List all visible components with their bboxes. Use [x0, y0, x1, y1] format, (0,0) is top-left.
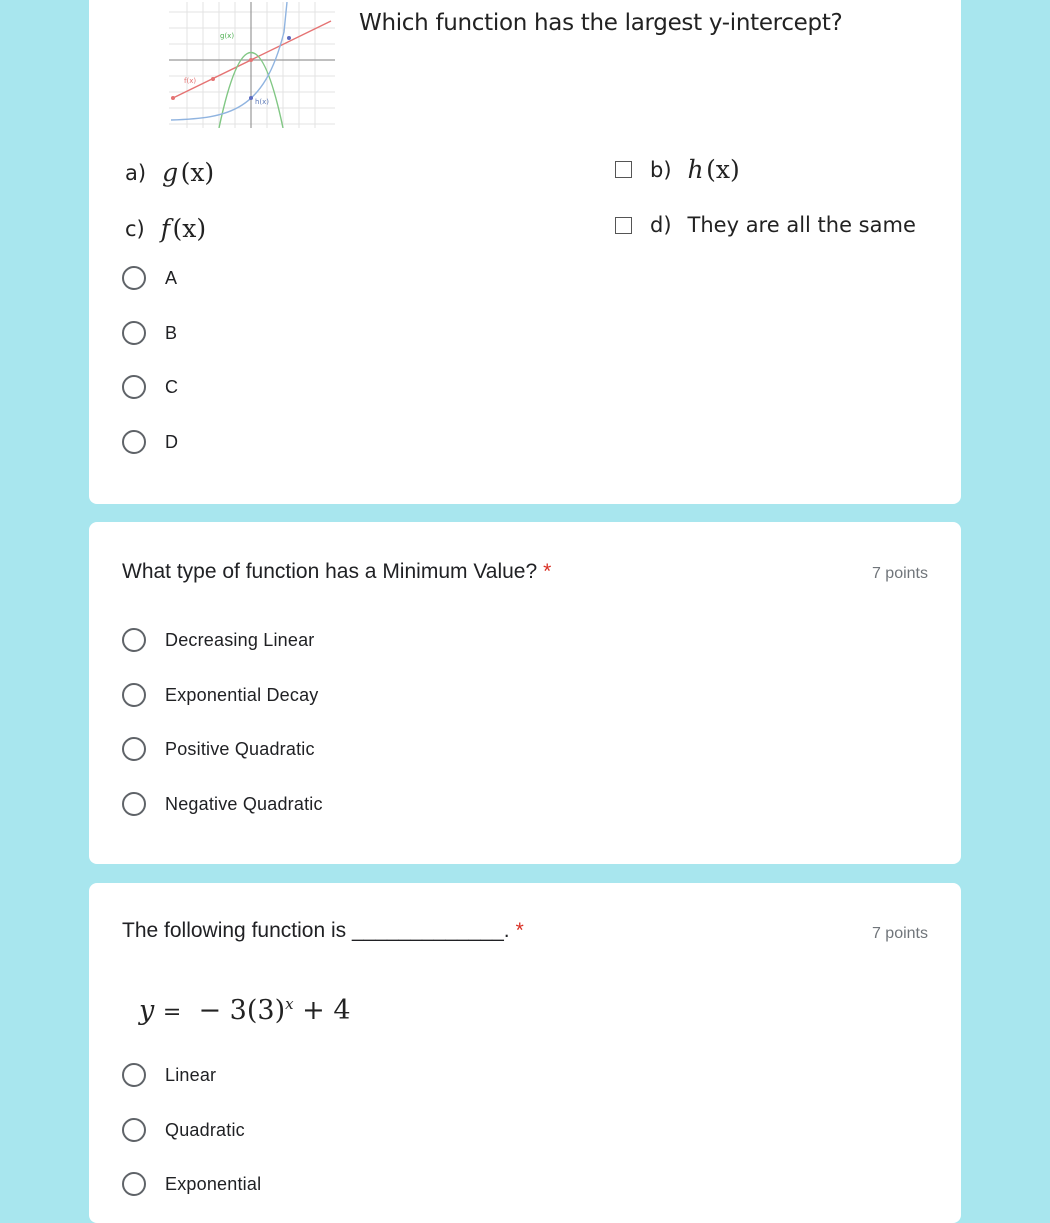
radio-option-linear[interactable]	[122, 1063, 216, 1087]
radio-label: C	[165, 376, 179, 397]
question-card-function-type	[89, 883, 961, 1223]
function-graph-image	[169, 2, 335, 128]
radio-label: Positive Quadratic	[165, 738, 315, 759]
radio-label: Exponential	[165, 1173, 262, 1194]
function-formula-image: y = − $3(3)^x + 4$	[139, 995, 351, 1026]
choice-a: a) g (x)	[125, 158, 215, 187]
radio-button[interactable]	[122, 1118, 146, 1142]
choice-b: b) h (x)	[615, 155, 740, 184]
graph-label-h: h(x)	[255, 98, 270, 106]
checkbox-icon	[615, 161, 632, 178]
radio-label: Linear	[165, 1064, 217, 1085]
required-marker: *	[543, 560, 552, 583]
radio-button[interactable]	[122, 430, 146, 454]
radio-option-positive-quadratic[interactable]	[122, 737, 315, 761]
graph-label-g: g(x)	[220, 32, 235, 40]
choice-d: d) They are all the same	[615, 213, 916, 237]
radio-button[interactable]	[122, 737, 146, 761]
required-marker: *	[515, 919, 524, 942]
radio-button[interactable]	[122, 683, 146, 707]
embedded-question-text: Which function has the largest y-intercept?	[359, 10, 843, 36]
question-title: The following function is _____________. *	[122, 919, 524, 942]
graph-label-f: f(x)	[184, 77, 197, 85]
choice-c: c) f (x)	[125, 214, 207, 243]
question-title: What type of function has a Minimum Value? *	[122, 560, 552, 583]
radio-button[interactable]	[122, 792, 146, 816]
radio-option-a[interactable]	[122, 266, 177, 290]
radio-label: B	[165, 322, 178, 343]
radio-label: Quadratic	[165, 1119, 245, 1140]
checkbox-icon	[615, 217, 632, 234]
question-card-minimum-value	[89, 522, 961, 864]
question-card-y-intercept	[89, 0, 961, 504]
radio-button[interactable]	[122, 321, 146, 345]
radio-option-exponential-decay[interactable]	[122, 683, 319, 707]
radio-option-negative-quadratic[interactable]	[122, 792, 323, 816]
radio-label: Negative Quadratic	[165, 793, 323, 814]
radio-option-d[interactable]	[122, 430, 178, 454]
radio-option-c[interactable]	[122, 375, 178, 399]
points-label: 7 points	[871, 565, 928, 582]
radio-button[interactable]	[122, 266, 146, 290]
radio-button[interactable]	[122, 628, 146, 652]
radio-label: A	[165, 267, 178, 288]
radio-option-quadratic[interactable]	[122, 1118, 245, 1142]
radio-button[interactable]	[122, 375, 146, 399]
radio-option-decreasing-linear[interactable]	[122, 628, 314, 652]
radio-label: Decreasing Linear	[165, 629, 315, 650]
radio-option-b[interactable]	[122, 321, 177, 345]
radio-label: D	[165, 431, 179, 452]
radio-button[interactable]	[122, 1063, 146, 1087]
radio-label: Exponential Decay	[165, 684, 319, 705]
radio-option-exponential[interactable]	[122, 1172, 261, 1196]
points-label: 7 points	[871, 925, 928, 942]
radio-button[interactable]	[122, 1172, 146, 1196]
